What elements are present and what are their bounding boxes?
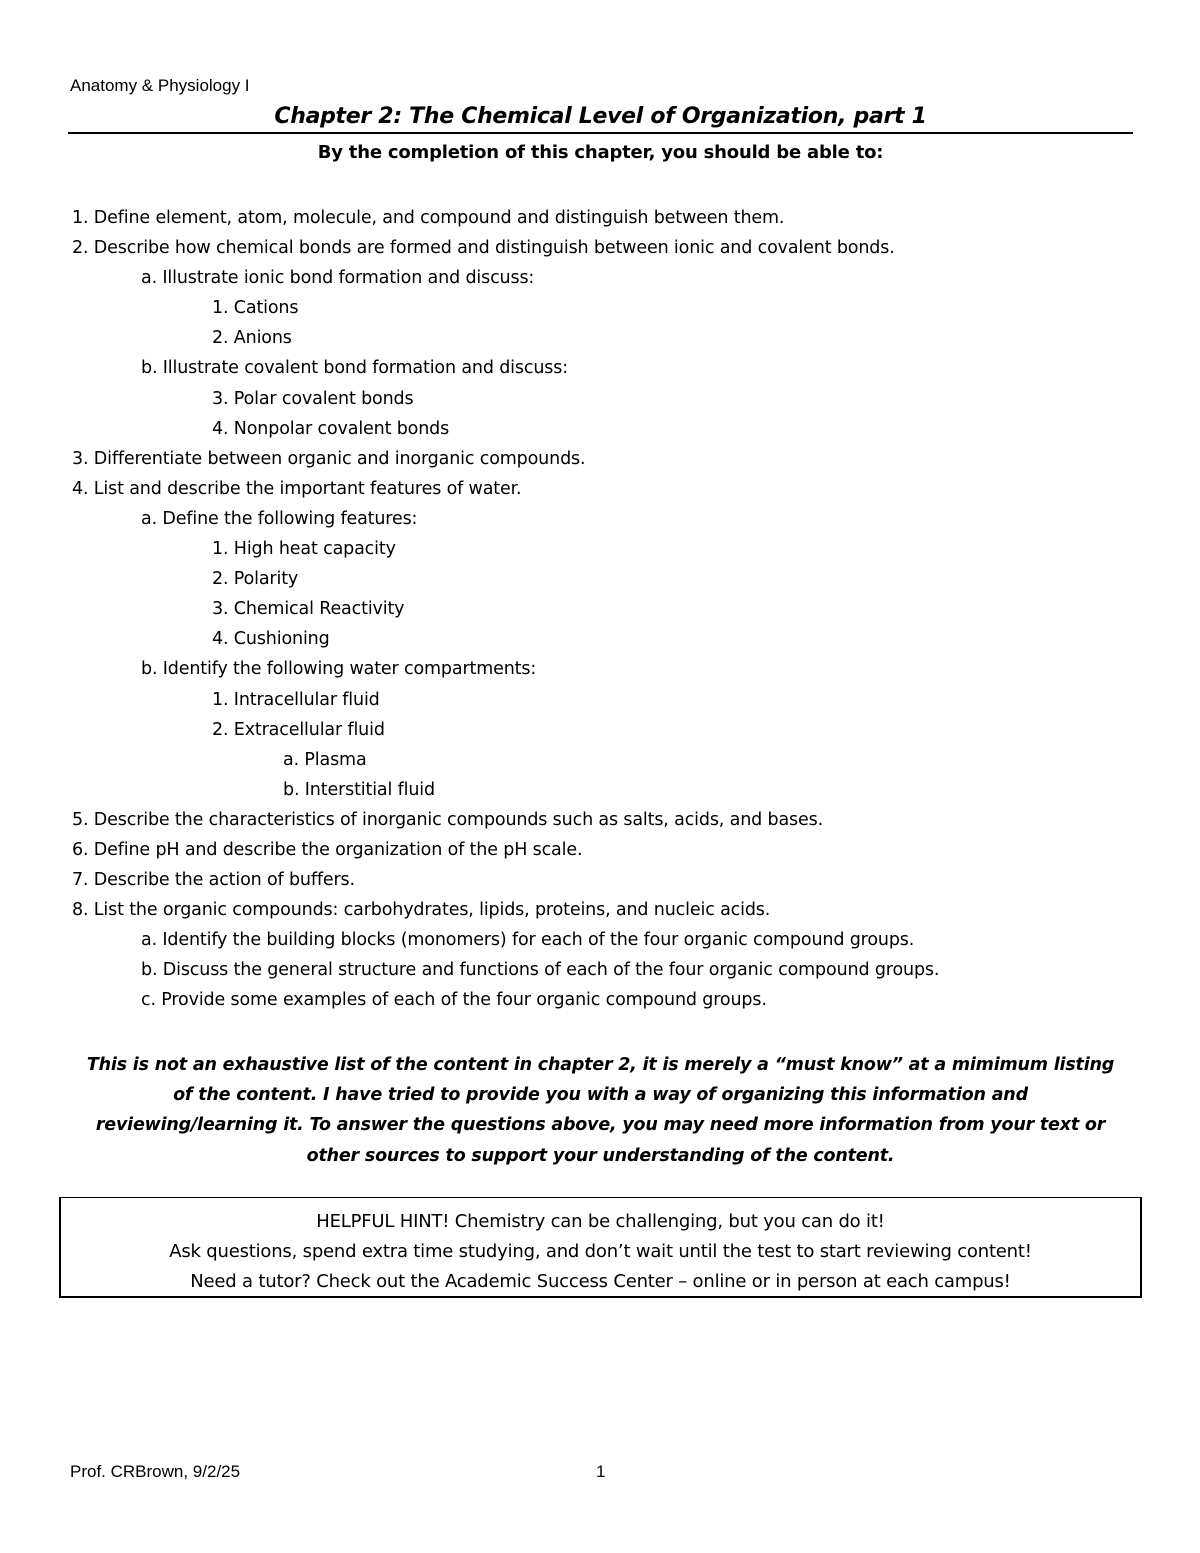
title-divider <box>68 132 1133 134</box>
objective-item: 6. Define pH and describe the organization of the pH scale. <box>72 839 583 860</box>
objective-item: a. Define the following features: <box>141 508 418 529</box>
objective-item: b. Identify the following water compartments: <box>141 659 537 680</box>
objective-item: 2. Polarity <box>212 569 299 590</box>
objective-item: 3. Polar covalent bonds <box>212 388 414 409</box>
objective-item: 4. List and describe the important features of water. <box>72 478 522 499</box>
footer-author-date: Prof. CRBrown, 9/2/25 <box>70 1462 241 1481</box>
objective-item: 2. Anions <box>212 328 292 349</box>
objective-item: b. Interstitial fluid <box>283 779 435 800</box>
content-note <box>68 1050 1133 1171</box>
hint-line: Need a tutor? Check out the Academic Success Center – online or in person at each campus! <box>190 1271 1011 1292</box>
objective-item: b. Discuss the general structure and functions of each of the four organic compound groups. <box>141 960 940 981</box>
objective-item: 2. Describe how chemical bonds are formed and distinguish between ionic and covalent bonds. <box>72 238 895 259</box>
note-line: reviewing/learning it. To answer the questions above, you may need more information from your text or <box>95 1115 1106 1136</box>
objective-item: 1. High heat capacity <box>212 539 396 560</box>
page-title: Chapter 2: The Chemical Level of Organization, part 1 <box>274 104 927 129</box>
objective-item: 1. Cations <box>212 298 299 319</box>
objective-item: a. Illustrate ionic bond formation and discuss: <box>141 268 535 289</box>
course-name: Anatomy & Physiology I <box>70 76 250 95</box>
objectives-list <box>72 205 1142 1018</box>
note-line: This is not an exhaustive list of the content in chapter 2, it is merely a “must know” at a mimimum listing <box>86 1055 1115 1075</box>
objective-item: c. Provide some examples of each of the four organic compound groups. <box>141 990 767 1011</box>
objective-item: 3. Chemical Reactivity <box>212 599 405 620</box>
page-subtitle: By the completion of this chapter, you should be able to: <box>317 142 884 163</box>
objective-item: a. Identify the building blocks (monomers) for each of the four organic compound groups. <box>141 930 915 951</box>
helpful-hint-box <box>59 1197 1142 1298</box>
objective-item: a. Plasma <box>283 749 367 770</box>
objective-item: 1. Define element, atom, molecule, and compound and distinguish between them. <box>72 208 785 228</box>
hint-line: HELPFUL HINT! Chemistry can be challenging, but you can do it! <box>316 1211 885 1232</box>
objective-item: 3. Differentiate between organic and inorganic compounds. <box>72 448 586 469</box>
objective-item: 4. Cushioning <box>212 629 330 650</box>
objective-item: 5. Describe the characteristics of inorganic compounds such as salts, acids, and bases. <box>72 809 824 830</box>
objective-item: b. Illustrate covalent bond formation and discuss: <box>141 358 568 379</box>
objective-item: 1. Intracellular fluid <box>212 689 380 710</box>
objective-item: 7. Describe the action of buffers. <box>72 870 355 891</box>
objective-item: 2. Extracellular fluid <box>212 719 385 740</box>
footer-page-number: 1 <box>596 1462 606 1481</box>
objective-item: 8. List the organic compounds: carbohydrates, lipids, proteins, and nucleic acids. <box>72 900 771 921</box>
objective-item: 4. Nonpolar covalent bonds <box>212 418 450 439</box>
note-line: other sources to support your understanding of the content. <box>306 1145 895 1166</box>
hint-line: Ask questions, spend extra time studying, and don’t wait until the test to start reviewing content! <box>169 1241 1032 1262</box>
note-line: of the content. I have tried to provide you with a way of organizing this information and <box>173 1085 1028 1106</box>
